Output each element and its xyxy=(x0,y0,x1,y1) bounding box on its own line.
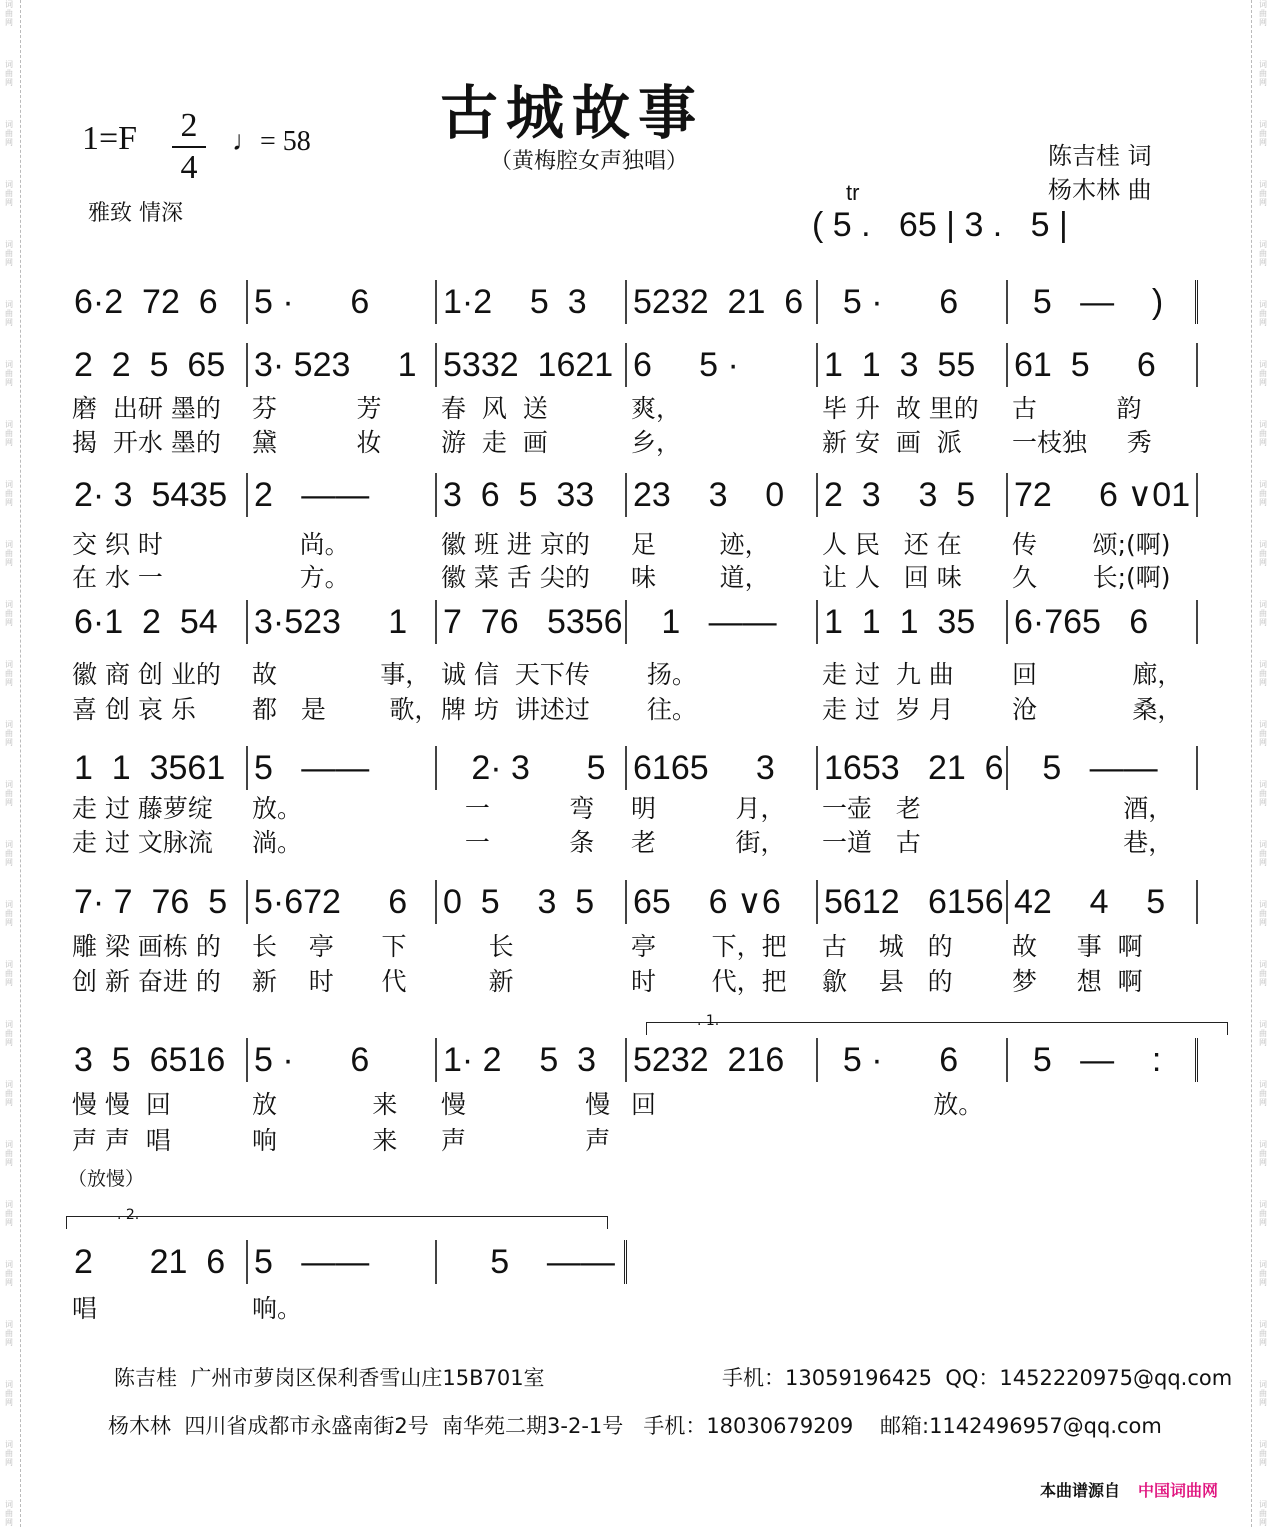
watermark-text: 词 曲 网 xyxy=(1259,1140,1267,1167)
measure: 5 — ) xyxy=(1008,280,1198,324)
lyric-segment: 走 过 文脉流 xyxy=(72,828,213,857)
measure: 5·672 6 xyxy=(248,880,437,924)
lyric-segment: 味 道， xyxy=(631,563,770,592)
measure: 6·765 6 xyxy=(1008,600,1198,644)
lyric-segment: 黛 妆 xyxy=(252,428,382,457)
lyric-segment: 歙 县 的 xyxy=(822,967,953,996)
lyric-segment: 古 韵 xyxy=(1012,394,1142,423)
lyric-segment: 时 代，把 xyxy=(631,967,787,996)
lyric-segment: 人 民 还 在 xyxy=(822,530,962,559)
watermark-text: 词 曲 网 xyxy=(5,420,13,447)
volta-2 xyxy=(66,1207,608,1229)
lyric-segment: 毕 升 故 里的 xyxy=(822,394,979,423)
watermark-text: 词 曲 网 xyxy=(5,1260,13,1287)
source-label: 本曲谱源自 xyxy=(1040,1481,1121,1500)
volta-2-label: . 2. xyxy=(117,1207,140,1223)
measure: 5 · 6 xyxy=(818,1038,1008,1082)
lyric-segment: 慢 慢 回 xyxy=(72,1090,171,1119)
lyric-segment: 长 xyxy=(441,932,514,961)
trill-mark: tr xyxy=(846,180,860,205)
lyric-segment: 足 迹， xyxy=(631,530,770,559)
measure: 7· 7 76 5 xyxy=(68,880,248,924)
watermark-text: 词 曲 网 xyxy=(1259,420,1267,447)
lyric-line xyxy=(68,693,1198,727)
lyricist-credit: 陈吉桂 词 xyxy=(1048,142,1152,170)
lyric-segment: 方。 xyxy=(252,563,350,592)
lyric-segment: 老 街， xyxy=(631,828,786,857)
lyric-segment: 声 声 唱 xyxy=(72,1126,171,1155)
watermark-text: 词 曲 网 xyxy=(5,1500,13,1527)
watermark-text: 词 曲 网 xyxy=(5,1140,13,1167)
watermark-text: 词 曲 网 xyxy=(1259,360,1267,387)
measure: 61 5 6 xyxy=(1008,343,1198,387)
measure: 2 21 6 xyxy=(68,1240,248,1284)
lyric-segment: 响 来 xyxy=(252,1126,398,1155)
music-row xyxy=(68,1038,1198,1082)
lyric-segment: 久 长;(啊) xyxy=(1012,563,1171,592)
watermark-text: 词 曲 网 xyxy=(1259,1440,1267,1467)
measure: 42 4 5 xyxy=(1008,880,1198,924)
measure: 3·523 1 xyxy=(248,600,437,644)
lyric-segment: 走 过 九 曲 xyxy=(822,660,954,689)
watermark-text: 词 曲 网 xyxy=(1259,0,1267,27)
watermark-text: 词 曲 网 xyxy=(5,660,13,687)
watermark-text: 词 曲 网 xyxy=(1259,600,1267,627)
lyric-line xyxy=(68,658,1198,692)
lyric-segment: 放。 xyxy=(822,1090,984,1119)
music-row xyxy=(68,343,1198,387)
watermark-text: 词 曲 网 xyxy=(5,480,13,507)
lyric-line xyxy=(68,1292,627,1326)
measure: 1 —— xyxy=(627,600,818,644)
lyric-segment: 声 声 xyxy=(441,1126,611,1155)
lyric-line xyxy=(68,561,1198,595)
measure: 6·2 72 6 xyxy=(68,280,248,324)
watermark-text: 词 曲 网 xyxy=(1259,1080,1267,1107)
lyric-segment: 酒， xyxy=(1012,794,1174,823)
measure: 5232 216 xyxy=(627,1038,818,1082)
measure: 7 76 5356 xyxy=(437,600,627,644)
lyric-segment: 一枝独 秀 xyxy=(1012,428,1152,457)
watermark-text: 词 曲 网 xyxy=(5,1380,13,1407)
music-row xyxy=(68,473,1198,517)
lyric-line xyxy=(68,426,1198,460)
lyric-segment: 徽 商 创 业的 xyxy=(72,660,221,689)
measure: 5612 6156 xyxy=(818,880,1008,924)
watermark-text: 词 曲 网 xyxy=(1259,540,1267,567)
measure: 72 6 ∨01 xyxy=(1008,473,1198,517)
measure: 1 1 3561 xyxy=(68,746,248,790)
lyric-segment: 扬。 xyxy=(631,660,697,689)
measure: 5 —— xyxy=(437,1240,627,1284)
source-credit xyxy=(1040,1478,1218,1501)
measure: 5 — : xyxy=(1008,1038,1198,1082)
measure: 3 6 5 33 xyxy=(437,473,627,517)
watermark-text: 词 曲 网 xyxy=(1259,660,1267,687)
watermark-text: 词 曲 网 xyxy=(5,0,13,27)
lyric-segment: 喜 创 哀 乐 xyxy=(72,695,196,724)
lyric-segment: 古 城 的 xyxy=(822,932,953,961)
lyric-segment: 一壶 老 xyxy=(822,794,921,823)
measure: 5 —— xyxy=(248,1240,437,1284)
watermark-text: 词 曲 网 xyxy=(5,720,13,747)
measure: 3· 523 1 xyxy=(248,343,437,387)
lyric-segment: 春 风 送 xyxy=(441,394,548,423)
lyric-segment: 走 过 岁 月 xyxy=(822,695,954,724)
watermark-text: 词 曲 网 xyxy=(5,960,13,987)
lyric-segment: 巷， xyxy=(1012,828,1174,857)
watermark-text: 词 曲 网 xyxy=(1259,60,1267,87)
watermark-text: 词 曲 网 xyxy=(5,1020,13,1047)
watermark-text: 词 曲 网 xyxy=(5,900,13,927)
slow-down-note: （放慢） xyxy=(68,1168,145,1190)
time-signature xyxy=(172,106,206,188)
time-bottom: 4 xyxy=(180,149,198,186)
measure: 6 5 · xyxy=(627,343,818,387)
expression-mark: 雅致 情深 xyxy=(88,201,183,226)
watermark-text: 词 曲 网 xyxy=(1259,1380,1267,1407)
watermark-text: 词 曲 网 xyxy=(5,300,13,327)
left-border xyxy=(20,0,21,1527)
composer-contact: 杨木林 四川省成都市永盛南街2号 南华苑二期3-2-1号 手机：18030679209 邮箱:1142496957@qq.com xyxy=(108,1414,1162,1438)
measure: 5 —— xyxy=(1008,746,1198,790)
lyric-segment: 往。 xyxy=(631,695,697,724)
tempo-mark: ♩= 58 xyxy=(232,126,311,157)
watermark-text: 词 曲 网 xyxy=(1259,900,1267,927)
watermark-text: 词 曲 网 xyxy=(5,1440,13,1467)
lyric-segment: 揭 开水 墨的 xyxy=(72,428,221,457)
lyric-segment xyxy=(1008,1088,1198,1122)
lyric-segment: 游 走 画 xyxy=(441,428,548,457)
measure: 2· 3 5 xyxy=(437,746,627,790)
measure: 5332 1621 xyxy=(437,343,627,387)
key-signature: 1=F xyxy=(82,120,138,157)
watermark-text: 词 曲 网 xyxy=(5,360,13,387)
measure: 2· 3 5435 xyxy=(68,473,248,517)
measure: 1 1 1 35 xyxy=(818,600,1008,644)
watermark-text: 词 曲 网 xyxy=(1259,180,1267,207)
lyric-line xyxy=(68,792,1198,826)
lyric-segment: 都 是 歌， xyxy=(252,695,440,724)
song-title: 古城故事 xyxy=(440,79,705,147)
watermark-text: 词 曲 网 xyxy=(1259,960,1267,987)
lyric-segment: 交 织 时 xyxy=(72,530,163,559)
lyric-segment: 回 xyxy=(631,1090,657,1119)
lyric-segment: 淌。 xyxy=(252,828,303,857)
lyric-segment: 新 安 画 派 xyxy=(822,428,962,457)
lyric-segment: 响。 xyxy=(252,1294,303,1323)
measure: 2 3 3 5 xyxy=(818,473,1008,517)
measure: 3 5 6516 xyxy=(68,1038,248,1082)
watermark-text: 词 曲 网 xyxy=(5,780,13,807)
measure: 6·1 2 54 xyxy=(68,600,248,644)
watermark-text: 词 曲 网 xyxy=(5,60,13,87)
lyric-segment: 回 廊， xyxy=(1012,660,1183,689)
lyric-segment: 故 事， xyxy=(252,660,431,689)
lyric-segment: 磨 出研 墨的 xyxy=(72,394,221,423)
lyric-segment: 故 事 啊 xyxy=(1012,932,1143,961)
lyricist-address: 陈吉桂 广州市萝岗区保利香雪山庄15B701室 xyxy=(114,1366,545,1390)
lyric-segment: 明 月， xyxy=(631,794,786,823)
lyric-line xyxy=(68,1124,1198,1158)
watermark-text: 词 曲 网 xyxy=(1259,1200,1267,1227)
lyric-segment: 徽 菜 舌 尖的 xyxy=(441,563,590,592)
measure: 1·2 5 3 xyxy=(437,280,627,324)
lyricist-contact: 手机：13059196425 QQ：1452220975@qq.com xyxy=(722,1366,1233,1390)
music-row xyxy=(68,280,1198,324)
measure: 5 —— xyxy=(248,746,437,790)
watermark-text: 词 曲 网 xyxy=(5,240,13,267)
music-row xyxy=(68,1240,627,1284)
music-row xyxy=(68,600,1198,644)
measure: 5 · 6 xyxy=(818,280,1008,324)
lyric-segment xyxy=(1008,1124,1198,1158)
measure: 1· 2 5 3 xyxy=(437,1038,627,1082)
music-row xyxy=(68,746,1198,790)
measure: 0 5 3 5 xyxy=(437,880,627,924)
lyric-segment xyxy=(627,1124,818,1158)
watermark-text: 词 曲 网 xyxy=(1259,1020,1267,1047)
lyric-segment: 一 条 xyxy=(441,828,595,857)
lyric-segment: 牌 坊 讲述过 xyxy=(441,695,590,724)
lyric-segment: 雕 梁 画栋 的 xyxy=(72,932,221,961)
lyric-segment: 创 新 奋进 的 xyxy=(72,967,221,996)
lyric-segment: 诚 信 天下传 xyxy=(441,660,590,689)
lyric-segment: 新 xyxy=(441,967,514,996)
lyric-segment: 乡， xyxy=(631,428,682,457)
lyric-segment xyxy=(818,1124,1008,1158)
watermark-text: 词 曲 网 xyxy=(1259,480,1267,507)
watermark-text: 词 曲 网 xyxy=(5,1080,13,1107)
measure: 5 · 6 xyxy=(248,280,437,324)
lyric-segment: 走 过 藤萝绽 xyxy=(72,794,213,823)
lyric-segment: 爽， xyxy=(631,394,682,423)
time-top: 2 xyxy=(172,106,206,148)
watermark-text: 词 曲 网 xyxy=(5,1200,13,1227)
lyric-line xyxy=(68,930,1198,964)
intro-notation: ( 5 . 65 | 3 . 5 | xyxy=(812,206,1068,244)
lyric-segment xyxy=(437,1292,627,1326)
lyric-segment: 梦 想 啊 xyxy=(1012,967,1143,996)
watermark-text: 词 曲 网 xyxy=(1259,840,1267,867)
volta-1-label: . 1. xyxy=(697,1013,720,1029)
measure: 65 6 ∨6 xyxy=(627,880,818,924)
measure: 1 1 3 55 xyxy=(818,343,1008,387)
watermark-text: 词 曲 网 xyxy=(1259,720,1267,747)
watermark-text: 词 曲 网 xyxy=(1259,1500,1267,1527)
lyric-line xyxy=(68,1088,1198,1122)
measure: 2 —— xyxy=(248,473,437,517)
measure: 1653 21 6 xyxy=(818,746,1008,790)
lyric-segment: 让 人 回 味 xyxy=(822,563,962,592)
lyric-line xyxy=(68,528,1198,562)
watermark-text: 词 曲 网 xyxy=(5,840,13,867)
lyric-segment: 放。 xyxy=(252,794,303,823)
watermark-text: 词 曲 网 xyxy=(5,180,13,207)
song-subtitle: （黄梅腔女声独唱） xyxy=(490,149,689,174)
lyric-segment: 芬 芳 xyxy=(252,394,382,423)
lyric-segment: 一道 古 xyxy=(822,828,921,857)
volta-1 xyxy=(646,1013,1228,1035)
lyric-line xyxy=(68,392,1198,426)
lyric-segment: 尚。 xyxy=(252,530,350,559)
watermark-text: 词 曲 网 xyxy=(1259,1260,1267,1287)
lyric-segment: 徽 班 进 京的 xyxy=(441,530,590,559)
measure: 23 3 0 xyxy=(627,473,818,517)
lyric-segment: 放 来 xyxy=(252,1090,398,1119)
lyric-segment: 沧 桑， xyxy=(1012,695,1183,724)
watermark-text: 词 曲 网 xyxy=(1259,120,1267,147)
lyric-segment: 唱 xyxy=(72,1294,98,1323)
watermark-text: 词 曲 网 xyxy=(5,120,13,147)
watermark-text: 词 曲 网 xyxy=(5,1320,13,1347)
measure: 5 · 6 xyxy=(248,1038,437,1082)
lyric-segment: 传 颂;(啊) xyxy=(1012,530,1171,559)
watermark-text: 词 曲 网 xyxy=(1259,300,1267,327)
lyric-segment: 在 水 一 xyxy=(72,563,163,592)
lyric-segment: 新 时 代 xyxy=(252,967,407,996)
lyric-segment: 慢 慢 xyxy=(441,1090,611,1119)
source-brand-link[interactable]: 中国词曲网 xyxy=(1138,1481,1219,1500)
watermark-text: 词 曲 网 xyxy=(5,540,13,567)
music-row xyxy=(68,880,1198,924)
watermark-text: 词 曲 网 xyxy=(5,600,13,627)
composer-credit: 杨木林 曲 xyxy=(1048,176,1152,204)
lyric-segment: 长 亭 下 xyxy=(252,932,407,961)
right-border xyxy=(1251,0,1252,1527)
watermark-text: 词 曲 网 xyxy=(1259,240,1267,267)
lyric-segment: 一 弯 xyxy=(441,794,595,823)
lyric-segment: 亭 下，把 xyxy=(631,932,787,961)
watermark-text: 词 曲 网 xyxy=(1259,1320,1267,1347)
watermark-text: 词 曲 网 xyxy=(1259,780,1267,807)
lyric-line xyxy=(68,965,1198,999)
lyric-line xyxy=(68,826,1198,860)
measure: 5232 21 6 xyxy=(627,280,818,324)
measure: 2 2 5 65 xyxy=(68,343,248,387)
measure: 6165 3 xyxy=(627,746,818,790)
